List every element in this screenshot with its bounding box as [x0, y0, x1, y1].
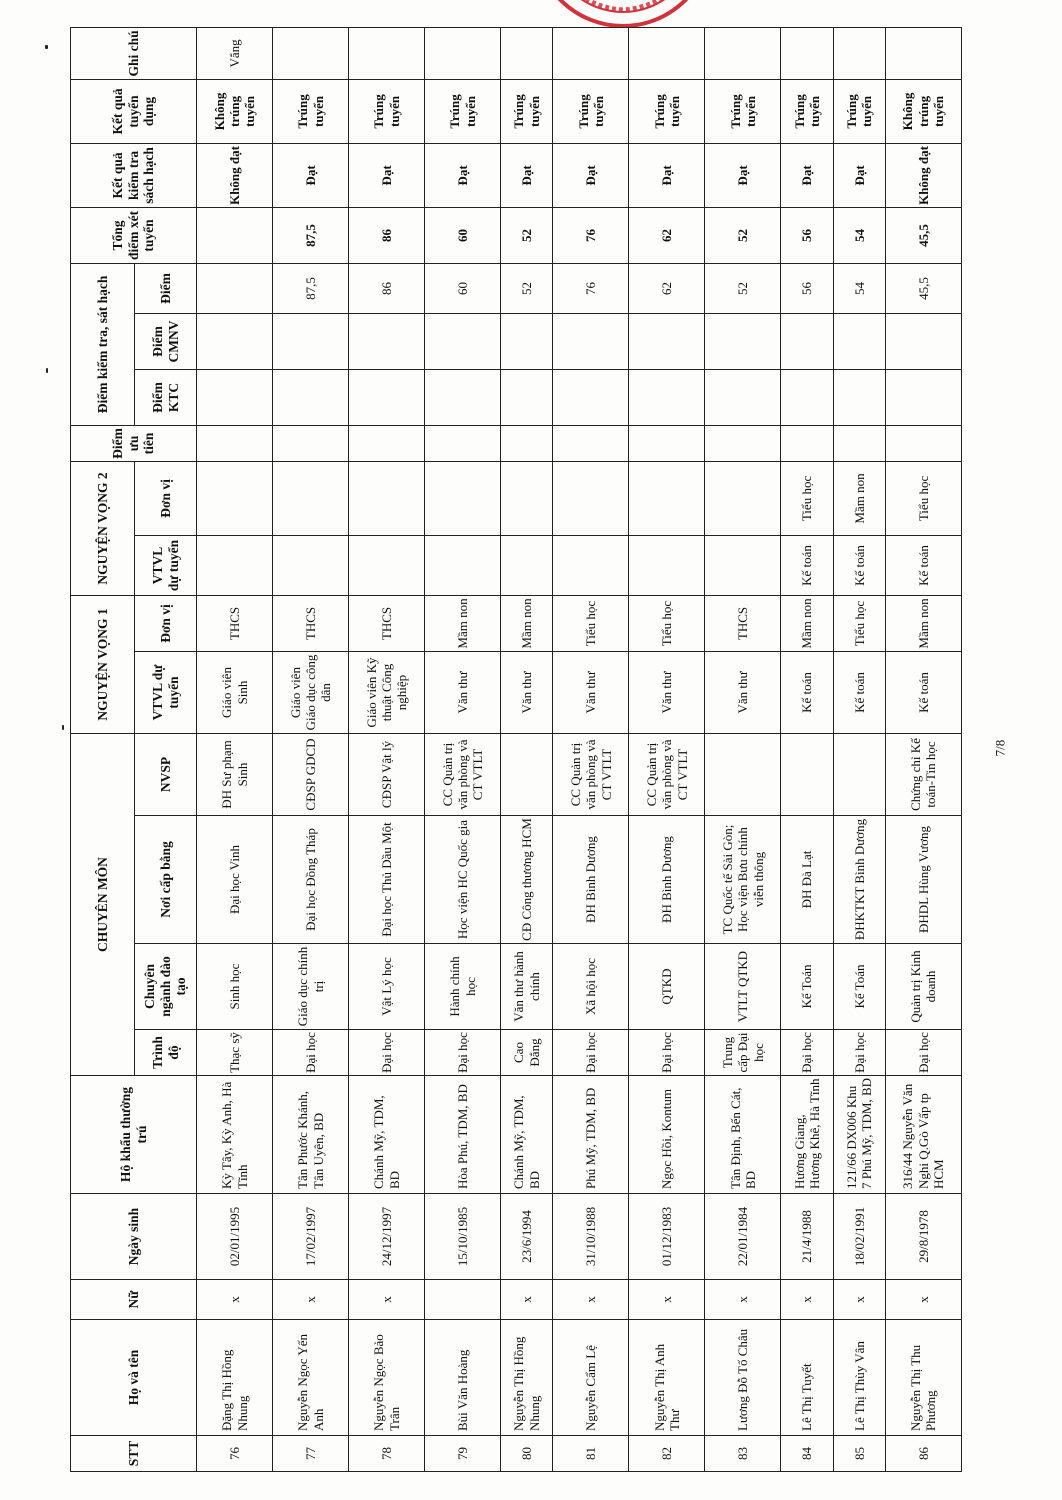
cell-tong: 45,5: [885, 207, 961, 263]
cell-ghi-chu: [705, 27, 781, 79]
cell-kq-kiem-tra: Không đạt: [197, 143, 273, 207]
cell-chuyen-nganh: Sinh học: [197, 944, 273, 1030]
cell-stt: 80: [501, 1436, 553, 1472]
cell-ktc: [705, 369, 781, 425]
header-nguyen-vong-2: NGUYỆN VỌNG 2: [71, 461, 135, 595]
cell-noi-cap: ĐH Bình Dương: [629, 816, 705, 944]
cell-trinh-do: Thạc sỹ: [197, 1030, 273, 1076]
cell-diem: 45,5: [885, 263, 961, 313]
cell-ho-ten: Đặng Thị Hồng Nhung: [197, 1320, 273, 1436]
cell-don-vi1: THCS: [705, 595, 781, 651]
cell-kq-kiem-tra: Đạt: [629, 143, 705, 207]
cell-nvsp: CC Quản trị văn phòng và CT VTLT: [629, 734, 705, 816]
cell-kq-tuyen: Trúng tuyển: [273, 79, 349, 143]
cell-ktc: [349, 369, 425, 425]
cell-vtvl1: Văn thư: [705, 652, 781, 734]
cell-kq-kiem-tra: Đạt: [553, 143, 629, 207]
cell-tong: 76: [553, 207, 629, 263]
cell-ghi-chu: [833, 27, 885, 79]
cell-ho-khau: Tân Định, Bến Cát, BD: [705, 1076, 781, 1194]
cell-uu-tien: [629, 425, 705, 461]
cell-uu-tien: [349, 425, 425, 461]
cell-don-vi1: THCS: [197, 595, 273, 651]
cell-cmnv: [705, 313, 781, 369]
header-chuyen-nganh: Chuyên ngành đào tạo: [135, 944, 197, 1030]
cell-trinh-do: Đại học: [273, 1030, 349, 1076]
cell-trinh-do: Cao Đẳng: [501, 1030, 553, 1076]
cell-kq-kiem-tra: Đạt: [501, 143, 553, 207]
cell-ngay-sinh: 24/12/1997: [349, 1194, 425, 1280]
table-row: [425, 27, 501, 1471]
cell-chuyen-nganh: Xã hội học: [553, 944, 629, 1030]
cell-don-vi1: Mầm non: [501, 595, 553, 651]
cell-don-vi2: Mầm non: [833, 461, 885, 535]
cell-don-vi2: [197, 461, 273, 535]
cell-don-vi2: Tiểu học: [885, 461, 961, 535]
cell-nvsp: [833, 734, 885, 816]
cell-vtvl1: Văn thư: [501, 652, 553, 734]
cell-ghi-chu: [553, 27, 629, 79]
cell-tong: 86: [349, 207, 425, 263]
cell-ngay-sinh: 17/02/1997: [273, 1194, 349, 1280]
page-number: 7/8: [992, 739, 1008, 757]
header-vtvl-1: VTVL dự tuyển: [135, 652, 197, 734]
table-row: [349, 27, 425, 1471]
cell-stt: 85: [833, 1436, 885, 1472]
cell-trinh-do: Đại học: [553, 1030, 629, 1076]
cell-vtvl1: Văn thư: [425, 652, 501, 734]
cell-ngay-sinh: 31/10/1988: [553, 1194, 629, 1280]
cell-ho-khau: Tân Phước Khánh, Tân Uyên, BD: [273, 1076, 349, 1194]
cell-diem: 76: [553, 263, 629, 313]
header-chuyen-mon: CHUYÊN MÔN: [71, 734, 135, 1076]
cell-diem: 60: [425, 263, 501, 313]
cell-ho-khau: 316/44 Nguyễn Văn Nghi Q.Gò Vấp tp HCM: [885, 1076, 961, 1194]
cell-ngay-sinh: 29/8/1978: [885, 1194, 961, 1280]
cell-vtvl2: [349, 535, 425, 595]
cell-diem: 62: [629, 263, 705, 313]
cell-uu-tien: [781, 425, 833, 461]
cell-don-vi2: [705, 461, 781, 535]
header-nvsp: NVSP: [135, 734, 197, 816]
table-row: [197, 27, 273, 1471]
table-wrapper: [70, 32, 962, 1472]
header-diem-cmnv: Điểm CMNV: [135, 313, 197, 369]
cell-noi-cap: CĐ Công thương HCM: [501, 816, 553, 944]
cell-ho-khau: Hòa Phú, TDM, BD: [425, 1076, 501, 1194]
header-trinh-do: Trình độ: [135, 1030, 197, 1076]
cell-ho-ten: Lê Thị Tuyết: [781, 1320, 833, 1436]
cell-nvsp: [705, 734, 781, 816]
cell-tong: 54: [833, 207, 885, 263]
cell-don-vi2: Tiểu học: [781, 461, 833, 535]
cell-kq-tuyen: Trúng tuyển: [553, 79, 629, 143]
header-diem: Điểm: [135, 263, 197, 313]
cell-kq-kiem-tra: Đạt: [273, 143, 349, 207]
ink-mark: [62, 725, 64, 730]
cell-vtvl2: Kế toán: [885, 535, 961, 595]
cell-kq-tuyen: Trúng tuyển: [425, 79, 501, 143]
cell-ghi-chu: [273, 27, 349, 79]
cell-don-vi1: Tiểu học: [553, 595, 629, 651]
cell-ngay-sinh: 15/10/1985: [425, 1194, 501, 1280]
cell-ghi-chu: [781, 27, 833, 79]
cell-kq-kiem-tra: Đạt: [705, 143, 781, 207]
cell-ho-khau: Ngọc Hồi, Kontum: [629, 1076, 705, 1194]
cell-ktc: [781, 369, 833, 425]
cell-trinh-do: Đại học: [781, 1030, 833, 1076]
cell-nu: [425, 1280, 501, 1320]
header-diem-ktc: Điểm KTC: [135, 369, 197, 425]
cell-kq-kiem-tra: Không đạt: [885, 143, 961, 207]
cell-cmnv: [553, 313, 629, 369]
cell-noi-cap: ĐHDL Hùng Vương: [885, 816, 961, 944]
cell-kq-tuyen: Không trúng tuyển: [885, 79, 961, 143]
cell-kq-tuyen: Trúng tuyển: [349, 79, 425, 143]
header-nguyen-vong-1: NGUYỆN VỌNG 1: [71, 595, 135, 733]
header-stt: STT: [71, 1436, 197, 1472]
cell-noi-cap: ĐHKTKT Bình Dương: [833, 816, 885, 944]
cell-ghi-chu: Vắng: [197, 27, 273, 79]
cell-stt: 86: [885, 1436, 961, 1472]
cell-stt: 76: [197, 1436, 273, 1472]
cell-noi-cap: ĐH Đà Lạt: [781, 816, 833, 944]
header-vtvl-2: VTVL dự tuyển: [135, 535, 197, 595]
table-row: [705, 27, 781, 1471]
cell-diem: [197, 263, 273, 313]
cell-ho-ten: Bùi Văn Hoàng: [425, 1320, 501, 1436]
cell-ktc: [885, 369, 961, 425]
cell-chuyen-nganh: Văn thư hành chính: [501, 944, 553, 1030]
cell-ho-ten: Nguyễn Thị Hồng Nhung: [501, 1320, 553, 1436]
header-don-vi-2: Đơn vị: [135, 461, 197, 535]
cell-stt: 79: [425, 1436, 501, 1472]
cell-trinh-do: Đại học: [885, 1030, 961, 1076]
cell-nvsp: Chứng chỉ Kế toán-Tin học: [885, 734, 961, 816]
cell-nu: x: [553, 1280, 629, 1320]
cell-ho-ten: Nguyễn Thị Anh Thư: [629, 1320, 705, 1436]
cell-nu: x: [197, 1280, 273, 1320]
cell-ktc: [501, 369, 553, 425]
cell-kq-tuyen: Không trúng tuyển: [197, 79, 273, 143]
cell-kq-kiem-tra: Đạt: [781, 143, 833, 207]
cell-tong: [197, 207, 273, 263]
header-ho-ten: Họ và tên: [71, 1320, 197, 1436]
cell-tong: 60: [425, 207, 501, 263]
cell-uu-tien: [705, 425, 781, 461]
cell-vtvl2: [553, 535, 629, 595]
cell-nu: x: [273, 1280, 349, 1320]
cell-ktc: [273, 369, 349, 425]
header-noi-cap-bang: Nơi cấp bằng: [135, 816, 197, 944]
cell-ghi-chu: [629, 27, 705, 79]
cell-tong: 52: [501, 207, 553, 263]
cell-ghi-chu: [349, 27, 425, 79]
cell-don-vi2: [501, 461, 553, 535]
cell-vtvl1: Giáo viên Sinh: [197, 652, 273, 734]
cell-noi-cap: ĐH Bình Dương: [553, 816, 629, 944]
cell-vtvl2: [197, 535, 273, 595]
cell-diem: 54: [833, 263, 885, 313]
cell-noi-cap: Đại học Thủ Dầu Một: [349, 816, 425, 944]
cell-trinh-do: Đại học: [629, 1030, 705, 1076]
cell-uu-tien: [425, 425, 501, 461]
cell-don-vi1: THCS: [273, 595, 349, 651]
cell-ktc: [833, 369, 885, 425]
cell-ho-ten: Nguyễn Ngọc Yến Anh: [273, 1320, 349, 1436]
cell-vtvl1: Giáo viên Giáo dục công dân: [273, 652, 349, 734]
cell-ho-khau: Kỳ Tây, Kỳ Anh, Hà Tĩnh: [197, 1076, 273, 1194]
header-ngay-sinh: Ngày sinh: [71, 1194, 197, 1280]
table-row: [885, 27, 961, 1471]
cell-cmnv: [349, 313, 425, 369]
cell-vtvl2: [501, 535, 553, 595]
cell-trinh-do: Đại học: [833, 1030, 885, 1076]
cell-nvsp: [781, 734, 833, 816]
cell-cmnv: [273, 313, 349, 369]
cell-vtvl1: Văn thư: [553, 652, 629, 734]
cell-cmnv: [197, 313, 273, 369]
cell-nu: x: [833, 1280, 885, 1320]
cell-chuyen-nganh: Giáo dục chính trị: [273, 944, 349, 1030]
cell-vtvl2: Kế toán: [781, 535, 833, 595]
cell-nvsp: CC Quản trị văn phòng và CT VTLT: [425, 734, 501, 816]
cell-vtvl2: Kế toán: [833, 535, 885, 595]
cell-kq-tuyen: Trúng tuyển: [705, 79, 781, 143]
cell-don-vi2: [273, 461, 349, 535]
cell-kq-kiem-tra: Đạt: [833, 143, 885, 207]
cell-chuyen-nganh: Vật Lý học: [349, 944, 425, 1030]
table-row: [501, 27, 553, 1471]
cell-diem: 86: [349, 263, 425, 313]
cell-tong: 52: [705, 207, 781, 263]
cell-nu: x: [781, 1280, 833, 1320]
cell-noi-cap: TC Quốc tế Sài Gòn; Học viện Bưu chính viễn thông: [705, 816, 781, 944]
cell-tong: 56: [781, 207, 833, 263]
cell-uu-tien: [553, 425, 629, 461]
cell-kq-kiem-tra: Đạt: [349, 143, 425, 207]
table-row: [553, 27, 629, 1471]
cell-trinh-do: Đại học: [349, 1030, 425, 1076]
cell-ngay-sinh: 21/4/1988: [781, 1194, 833, 1280]
cell-don-vi1: Mầm non: [781, 595, 833, 651]
cell-stt: 82: [629, 1436, 705, 1472]
cell-ktc: [197, 369, 273, 425]
header-ghi-chu: Ghi chú: [71, 27, 197, 79]
cell-don-vi1: Mầm non: [885, 595, 961, 651]
cell-kq-kiem-tra: Đạt: [425, 143, 501, 207]
table-row: [273, 27, 349, 1471]
cell-don-vi1: THCS: [349, 595, 425, 651]
cell-chuyen-nganh: QTKD: [629, 944, 705, 1030]
cell-trinh-do: Trung cấp Đại học: [705, 1030, 781, 1076]
cell-vtvl2: [273, 535, 349, 595]
cell-ghi-chu: [501, 27, 553, 79]
cell-stt: 78: [349, 1436, 425, 1472]
cell-ngay-sinh: 23/6/1994: [501, 1194, 553, 1280]
cell-uu-tien: [197, 425, 273, 461]
cell-ho-khau: Hương Giang, Hương Khê, Hà Tĩnh: [781, 1076, 833, 1194]
table-row: [833, 27, 885, 1471]
cell-vtvl2: [705, 535, 781, 595]
cell-tong: 87,5: [273, 207, 349, 263]
cell-don-vi1: Tiểu học: [629, 595, 705, 651]
ink-mark: [45, 45, 48, 49]
cell-uu-tien: [833, 425, 885, 461]
cell-cmnv: [425, 313, 501, 369]
cell-tong: 62: [629, 207, 705, 263]
cell-don-vi2: [553, 461, 629, 535]
cell-trinh-do: Đại học: [425, 1030, 501, 1076]
cell-nu: x: [885, 1280, 961, 1320]
cell-ngay-sinh: 02/01/1995: [197, 1194, 273, 1280]
cell-noi-cap: Học viện HC Quốc gia: [425, 816, 501, 944]
cell-uu-tien: [885, 425, 961, 461]
cell-vtvl2: [425, 535, 501, 595]
cell-ho-ten: Lương Đỗ Tố Châu: [705, 1320, 781, 1436]
table-row: [629, 27, 705, 1471]
cell-ngay-sinh: 22/01/1984: [705, 1194, 781, 1280]
recruitment-results-table: [70, 27, 962, 1472]
cell-kq-tuyen: Trúng tuyển: [781, 79, 833, 143]
cell-ngay-sinh: 01/12/1983: [629, 1194, 705, 1280]
cell-cmnv: [629, 313, 705, 369]
cell-vtvl1: Kế toán: [833, 652, 885, 734]
header-diem-uu-tien: Điểm ưu tiên: [71, 425, 197, 461]
cell-don-vi2: [425, 461, 501, 535]
cell-nu: x: [501, 1280, 553, 1320]
cell-ghi-chu: [885, 27, 961, 79]
cell-noi-cap: Đại học Vinh: [197, 816, 273, 944]
cell-ho-ten: Nguyễn Thị Thu Phương: [885, 1320, 961, 1436]
cell-vtvl1: Văn thư: [629, 652, 705, 734]
cell-stt: 83: [705, 1436, 781, 1472]
cell-ho-ten: Nguyễn Ngọc Bảo Trân: [349, 1320, 425, 1436]
cell-nu: x: [629, 1280, 705, 1320]
cell-diem: 52: [705, 263, 781, 313]
cell-nvsp: CĐSP Vật lý: [349, 734, 425, 816]
cell-ho-khau: Phú Mỹ, TDM, BD: [553, 1076, 629, 1194]
cell-ngay-sinh: 18/02/1991: [833, 1194, 885, 1280]
cell-ghi-chu: [425, 27, 501, 79]
cell-ktc: [629, 369, 705, 425]
table-row: [781, 27, 833, 1471]
cell-chuyen-nganh: Quản trị Kinh doanh: [885, 944, 961, 1030]
header-tong-diem: Tổng điểm xét tuyển: [71, 207, 197, 263]
cell-nu: x: [705, 1280, 781, 1320]
cell-don-vi2: [629, 461, 705, 535]
cell-chuyen-nganh: Hành chính học: [425, 944, 501, 1030]
cell-nvsp: CC Quản trị văn phòng và CT VTLT: [553, 734, 629, 816]
cell-cmnv: [885, 313, 961, 369]
cell-uu-tien: [273, 425, 349, 461]
cell-stt: 77: [273, 1436, 349, 1472]
cell-stt: 84: [781, 1436, 833, 1472]
cell-noi-cap: Đại học Đồng Tháp: [273, 816, 349, 944]
header-nu: Nữ: [71, 1280, 197, 1320]
cell-nvsp: ĐH Sư phạm Sinh: [197, 734, 273, 816]
cell-uu-tien: [501, 425, 553, 461]
cell-cmnv: [833, 313, 885, 369]
cell-ho-khau: Chánh Mỹ, TDM, BD: [349, 1076, 425, 1194]
cell-don-vi1: Tiểu học: [833, 595, 885, 651]
ink-mark: [46, 368, 48, 373]
cell-ho-ten: Nguyễn Cẩm Lệ: [553, 1320, 629, 1436]
header-don-vi-1: Đơn vị: [135, 595, 197, 651]
cell-nu: x: [349, 1280, 425, 1320]
cell-cmnv: [781, 313, 833, 369]
cell-chuyen-nganh: Kế Toán: [781, 944, 833, 1030]
cell-kq-tuyen: Trúng tuyển: [629, 79, 705, 143]
cell-vtvl2: [629, 535, 705, 595]
cell-diem: 56: [781, 263, 833, 313]
rotated-table-container: [70, 32, 962, 1472]
cell-ho-ten: Lê Thị Thùy Vân: [833, 1320, 885, 1436]
header-diem-kiem-tra: Điểm kiểm tra, sát hạch: [71, 263, 135, 425]
cell-cmnv: [501, 313, 553, 369]
cell-ho-khau: 121/66 DX006 Khu 7 Phú Mỹ, TDM, BD: [833, 1076, 885, 1194]
cell-kq-tuyen: Trúng tuyển: [833, 79, 885, 143]
cell-diem: 52: [501, 263, 553, 313]
header-ket-qua-kiem-tra: Kết quả kiểm tra sách hạch: [71, 143, 197, 207]
cell-ktc: [425, 369, 501, 425]
cell-stt: 81: [553, 1436, 629, 1472]
cell-chuyen-nganh: VTLT QTKD: [705, 944, 781, 1030]
cell-vtvl1: Kế toán: [781, 652, 833, 734]
header-ket-qua-tuyen-dung: Kết quả tuyển dụng: [71, 79, 197, 143]
cell-ktc: [553, 369, 629, 425]
cell-nvsp: CĐSP GDCD: [273, 734, 349, 816]
cell-diem: 87,5: [273, 263, 349, 313]
header-ho-khau: Hộ khẩu thường trú: [71, 1076, 197, 1194]
cell-don-vi2: [349, 461, 425, 535]
cell-nvsp: [501, 734, 553, 816]
table-body: [197, 27, 962, 1471]
cell-vtvl1: Kế toán: [885, 652, 961, 734]
cell-ho-khau: Chánh Mỹ, TDM, BD: [501, 1076, 553, 1194]
cell-vtvl1: Giáo viên Kỹ thuật Công nghiệp: [349, 652, 425, 734]
cell-kq-tuyen: Trúng tuyển: [501, 79, 553, 143]
cell-chuyen-nganh: Kế Toán: [833, 944, 885, 1030]
cell-don-vi1: Mầm non: [425, 595, 501, 651]
